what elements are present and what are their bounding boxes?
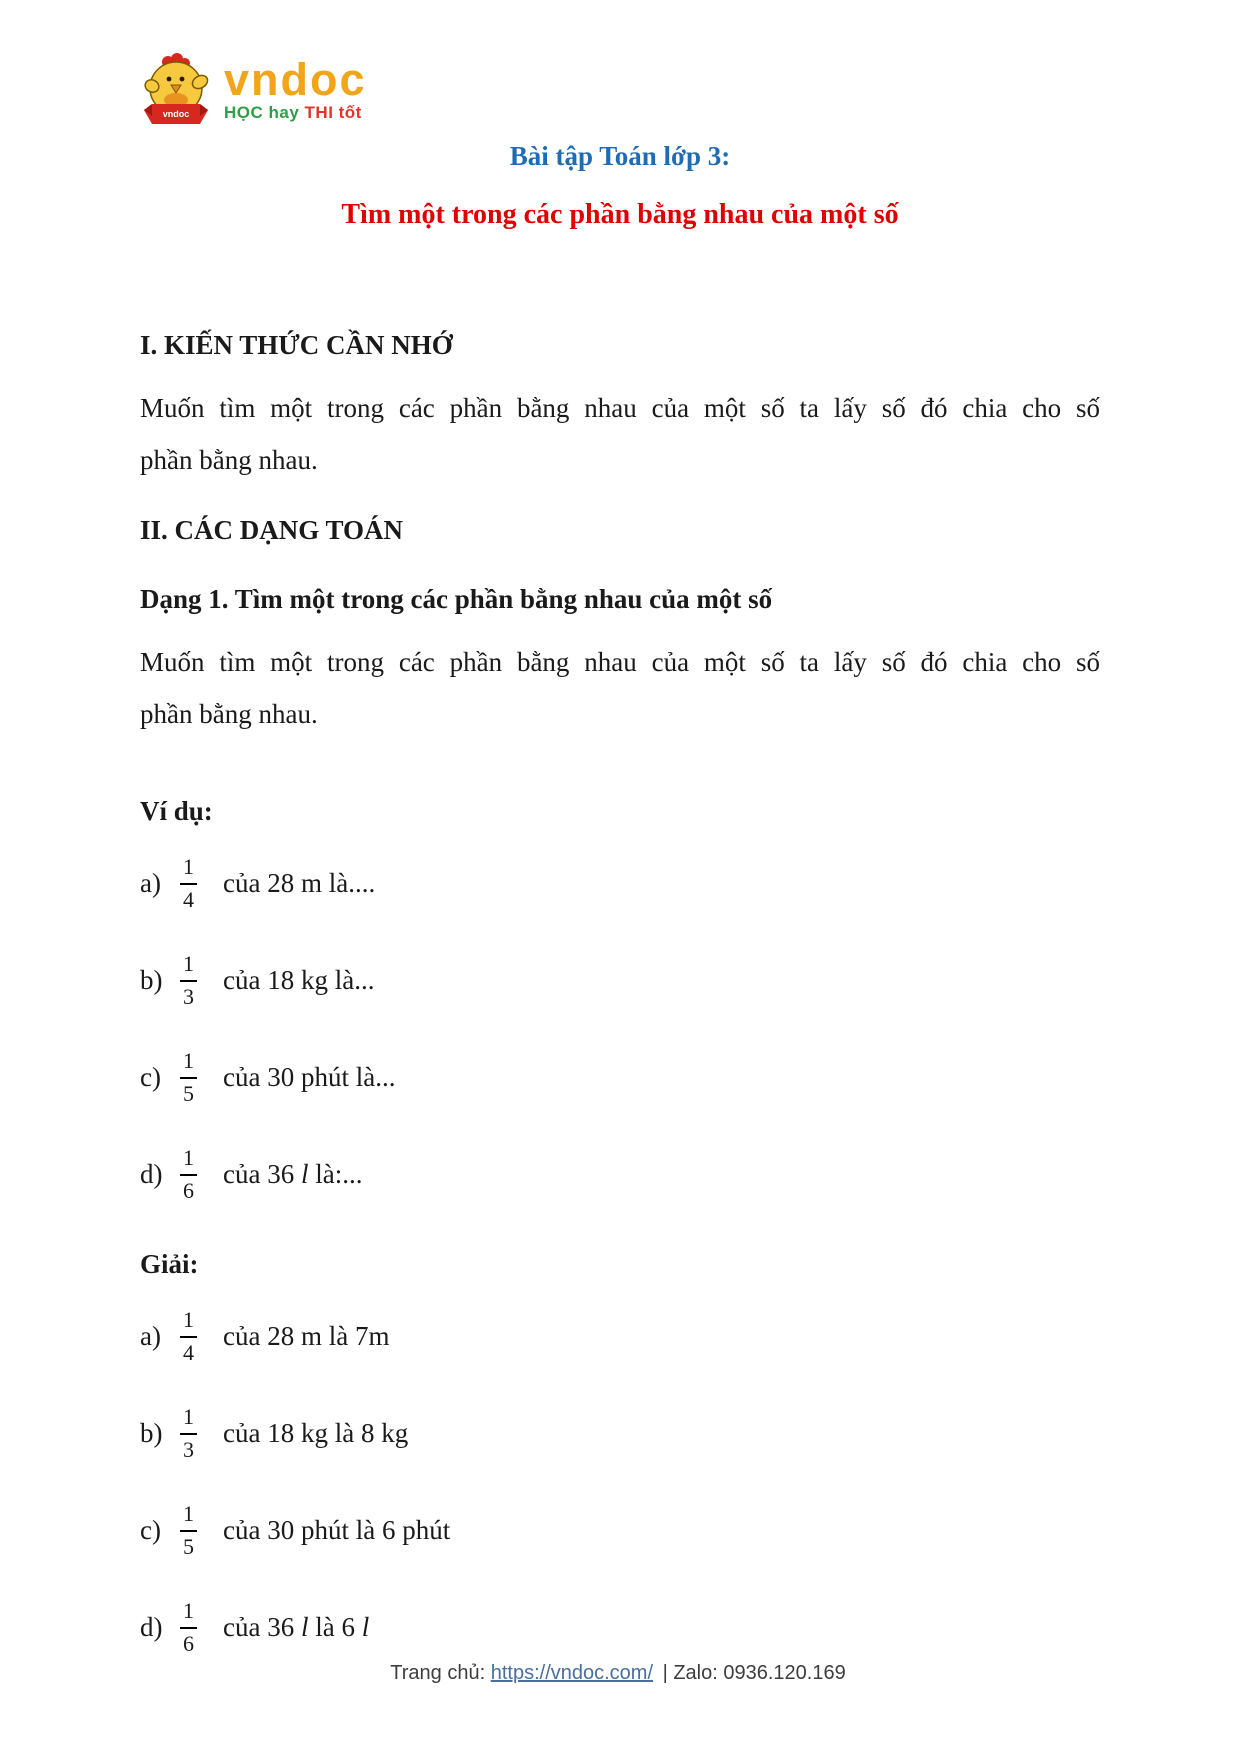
fraction-numerator: 1 (180, 1599, 197, 1628)
item-text-part: của 30 phút là 6 phút (223, 1515, 451, 1545)
paragraph-line: Muốn tìm một trong các phần bằng nhau của một số ta lấy số đó chia cho số (140, 393, 1100, 423)
footer-label: Trang chủ: (390, 1662, 486, 1684)
page-footer (0, 1662, 1240, 1685)
answer-item-a (140, 1288, 1100, 1385)
homepage-link[interactable]: https://vndoc.com/ (490, 1662, 654, 1684)
item-text-italic: l (300, 1159, 309, 1189)
item-text-italic: l (361, 1612, 370, 1642)
fraction-numerator: 1 (180, 1405, 197, 1434)
fraction (180, 1049, 197, 1105)
giai-heading: Giải: (140, 1249, 199, 1279)
fraction-denominator: 5 (183, 1533, 194, 1559)
section1-heading: I. KIẾN THỨC CẦN NHỚ (140, 330, 453, 360)
fraction-numerator: 1 (180, 855, 197, 884)
fraction (180, 952, 197, 1008)
item-text-part: của 30 phút là... (223, 1062, 396, 1092)
example-item-b (140, 932, 1100, 1029)
item-label: a) (140, 1321, 161, 1351)
brand-tagline (224, 102, 362, 124)
vidu-heading: Ví dụ: (140, 796, 213, 826)
item-text (223, 1321, 389, 1352)
banner-text: vndoc (162, 109, 190, 119)
page-title-blue: Bài tập Toán lớp 3: (509, 141, 731, 171)
tagline-red: THI tốt (304, 103, 362, 122)
item-text (223, 1515, 450, 1546)
item-text-part: của 18 kg là... (223, 965, 375, 995)
item-text-part: của 18 kg là 8 kg (223, 1418, 409, 1448)
paragraph-line: phần bằng nhau. (140, 445, 318, 475)
example-item-a (140, 835, 1100, 932)
fraction-denominator: 3 (183, 983, 194, 1009)
item-text (223, 1159, 362, 1190)
item-text (223, 1612, 369, 1643)
item-label: c) (140, 1062, 161, 1092)
fraction-numerator: 1 (180, 952, 197, 981)
vndoc-logo (138, 52, 367, 134)
section2-heading: II. CÁC DẠNG TOÁN (140, 515, 404, 545)
item-text-part: của 28 m là 7m (223, 1321, 390, 1351)
footer-zalo: | Zalo: 0936.120.169 (662, 1662, 846, 1684)
item-text-part: của 36 (223, 1159, 301, 1189)
paragraph-line: phần bằng nhau. (140, 699, 318, 729)
section1-paragraph (140, 382, 1100, 486)
item-label: d) (140, 1159, 163, 1189)
fraction (180, 1146, 197, 1202)
dang1-paragraph (140, 636, 1100, 740)
item-text (223, 1418, 408, 1449)
fraction-numerator: 1 (180, 1049, 197, 1078)
item-text-part: là:... (308, 1159, 363, 1189)
chicken-mascot-icon (138, 52, 214, 134)
brand-wordmark: vndoc (224, 54, 367, 105)
brand-column (224, 52, 367, 124)
fraction-denominator: 4 (183, 1339, 194, 1365)
item-text-part: của 28 m là.... (223, 868, 376, 898)
item-text (223, 868, 375, 899)
item-label: d) (140, 1612, 163, 1642)
fraction (180, 1308, 197, 1364)
answer-item-c (140, 1482, 1100, 1579)
item-text-part: của 36 (223, 1612, 301, 1642)
fraction (180, 1502, 197, 1558)
item-text-part: là 6 (308, 1612, 362, 1642)
example-item-c (140, 1029, 1100, 1126)
example-item-d (140, 1126, 1100, 1223)
item-text (223, 965, 374, 996)
fraction (180, 1599, 197, 1655)
fraction-denominator: 6 (183, 1177, 194, 1203)
vidu-list (140, 835, 1100, 1223)
answer-item-b (140, 1385, 1100, 1482)
item-text (223, 1062, 395, 1093)
paragraph-line: Muốn tìm một trong các phần bằng nhau của một số ta lấy số đó chia cho số (140, 647, 1100, 677)
item-label: a) (140, 868, 161, 898)
dang1-heading: Dạng 1. Tìm một trong các phần bằng nhau của một số (140, 584, 773, 614)
fraction-denominator: 4 (183, 886, 194, 912)
fraction (180, 1405, 197, 1461)
tagline-green: HỌC hay (224, 103, 300, 122)
item-label: b) (140, 1418, 163, 1448)
fraction-denominator: 5 (183, 1080, 194, 1106)
fraction-numerator: 1 (180, 1502, 197, 1531)
item-label: c) (140, 1515, 161, 1545)
giai-list (140, 1288, 1100, 1676)
fraction-denominator: 3 (183, 1436, 194, 1462)
fraction-numerator: 1 (180, 1146, 197, 1175)
fraction (180, 855, 197, 911)
fraction-denominator: 6 (183, 1630, 194, 1656)
item-label: b) (140, 965, 163, 995)
page-title-red: Tìm một trong các phần bằng nhau của một số (341, 199, 899, 230)
fraction-numerator: 1 (180, 1308, 197, 1337)
item-text-italic: l (300, 1612, 309, 1642)
